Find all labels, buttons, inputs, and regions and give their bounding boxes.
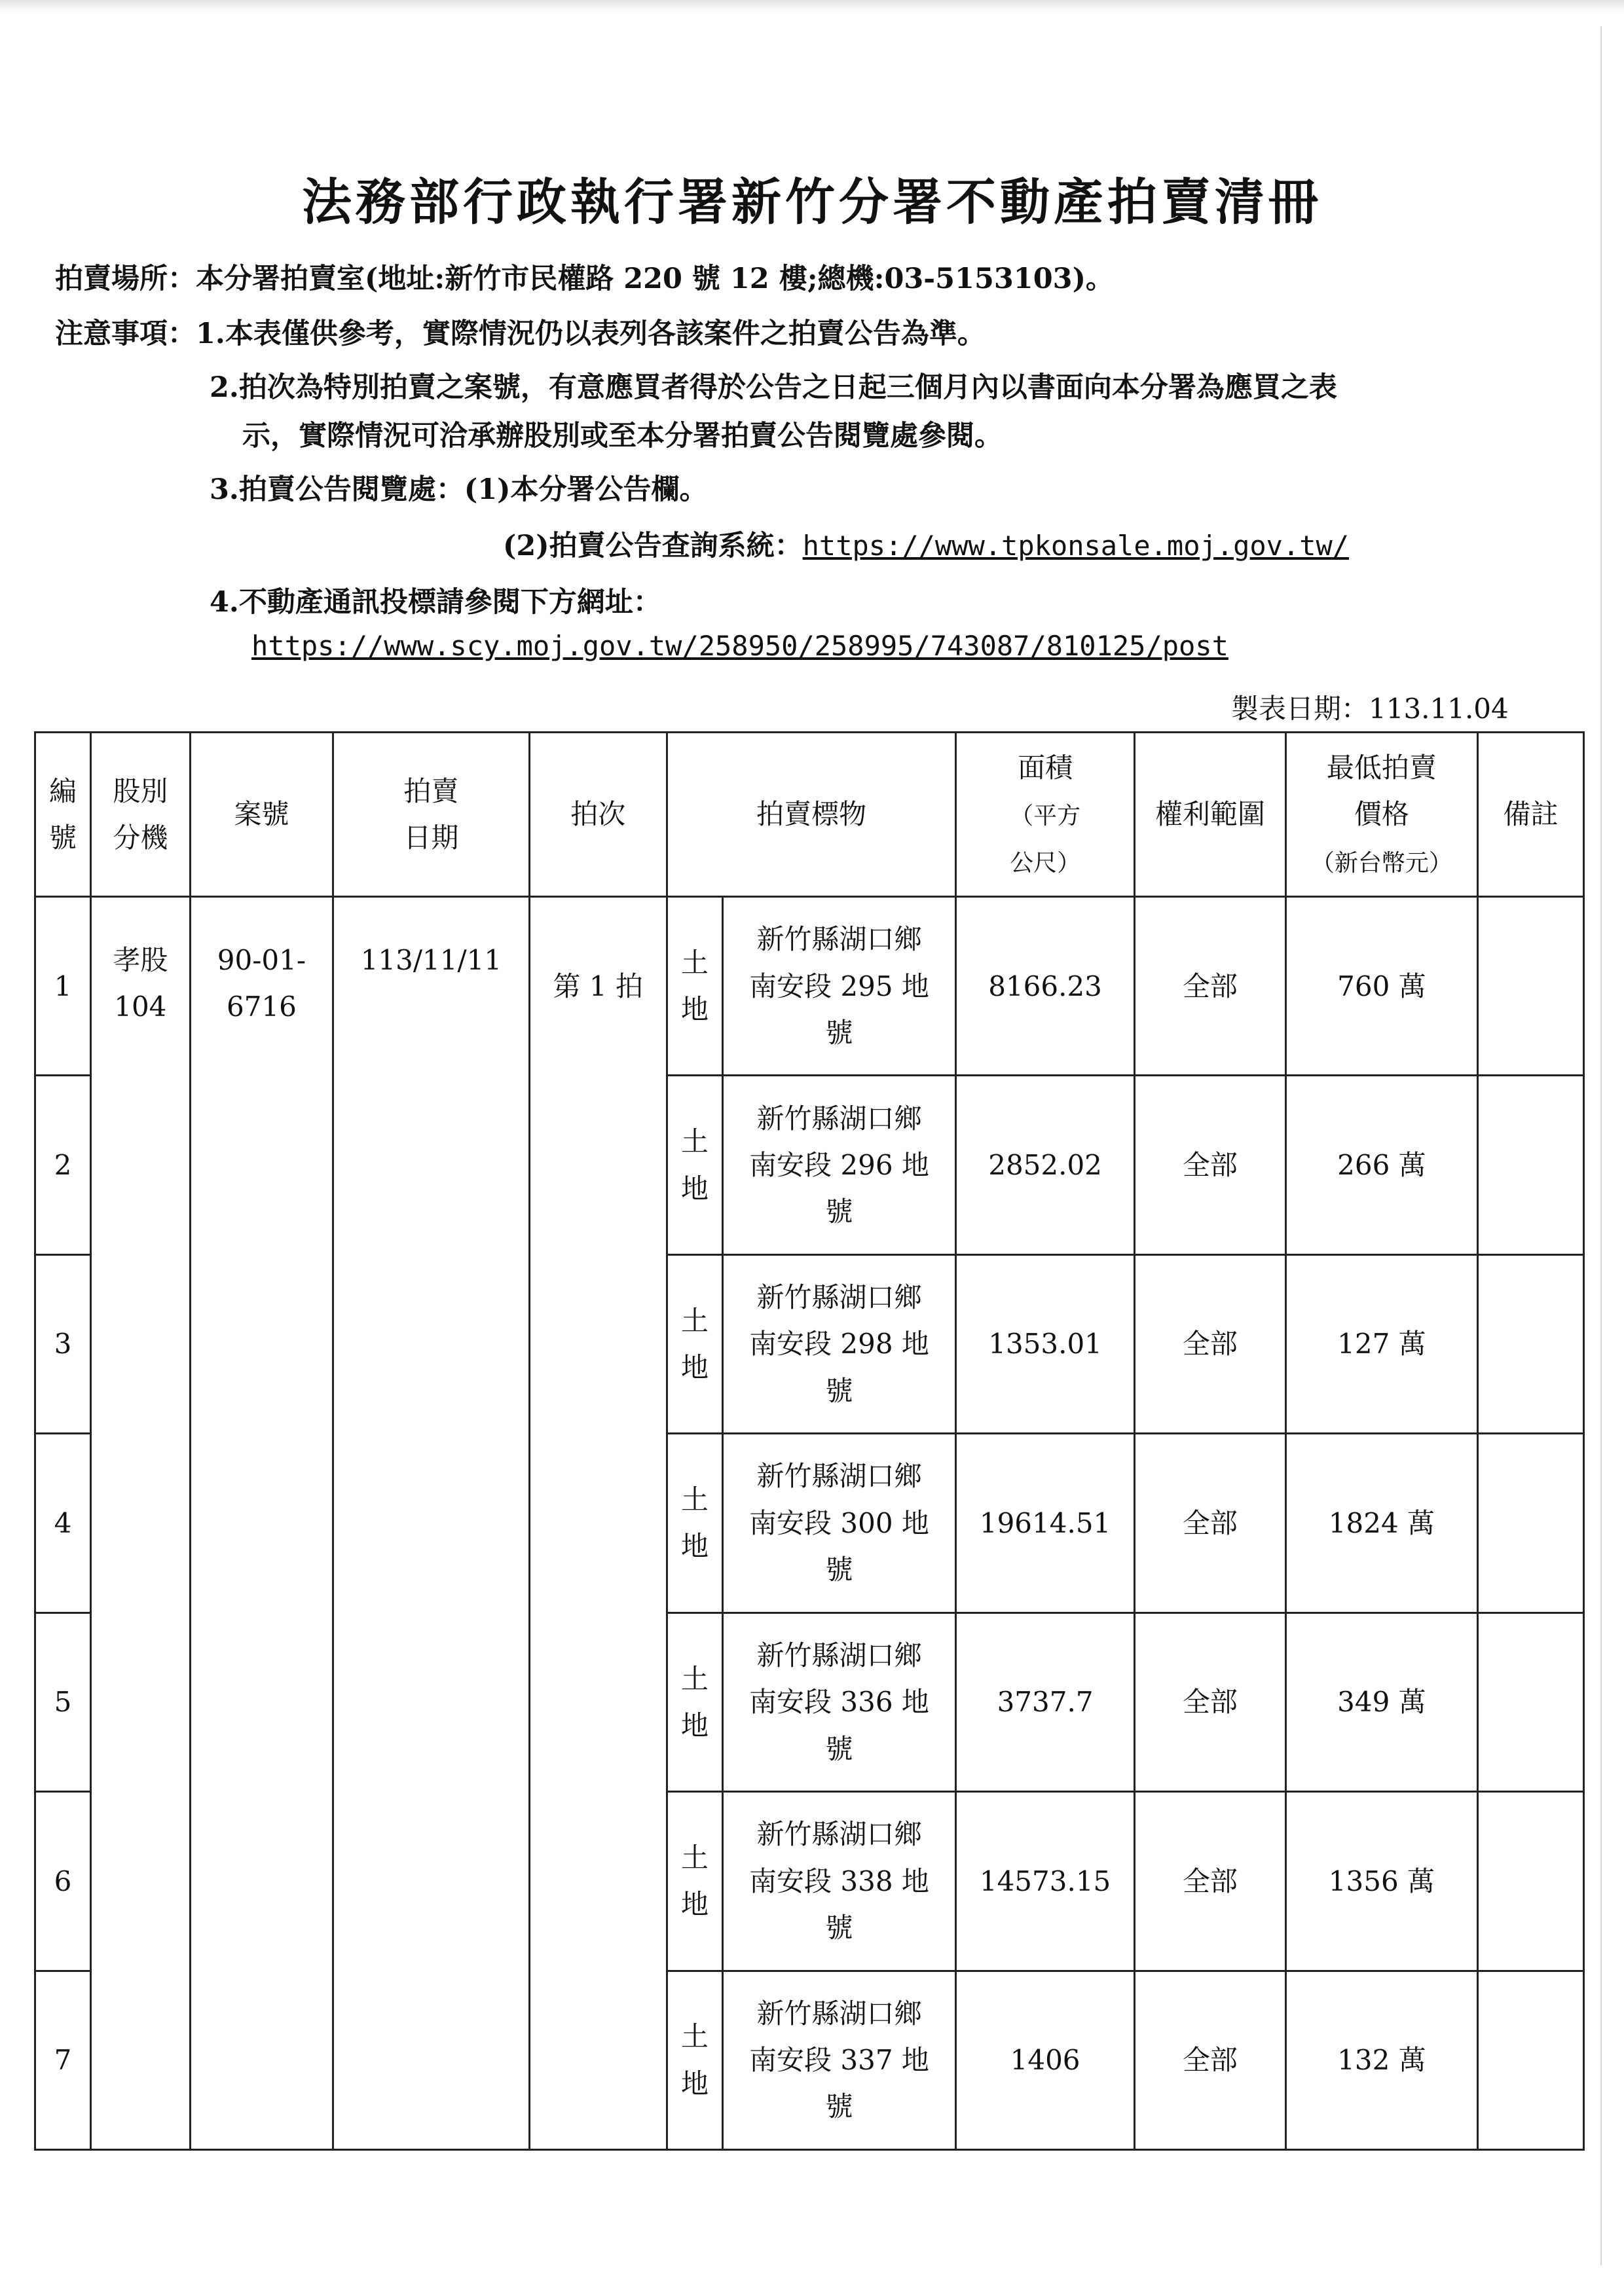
- scan-shadow: [0, 0, 1624, 13]
- cell-area: 1406: [956, 1971, 1135, 2149]
- cell-type: 土 地: [667, 1971, 722, 2149]
- cell-area: 14573.15: [956, 1792, 1135, 1971]
- scan-edge-line: [1600, 26, 1602, 2265]
- prepared-date: 製表日期：113.11.04: [1231, 693, 1509, 725]
- cell-remark: [1478, 897, 1584, 1076]
- cell-no: 5: [35, 1613, 91, 1791]
- header-area: 面積 （平方 公尺）: [956, 733, 1135, 897]
- cell-no: 7: [35, 1971, 91, 2149]
- cell-location: 新竹縣湖口鄉 南安段 300 地 號: [722, 1434, 955, 1613]
- cell-type: 土 地: [667, 1434, 722, 1613]
- auction-table: [34, 731, 1585, 2151]
- note-4-line: 4.不動產通訊投標請參閱下方網址：: [210, 586, 661, 619]
- cell-price: 127 萬: [1285, 1254, 1477, 1433]
- cell-area: 3737.7: [956, 1613, 1135, 1791]
- header-rights: 權利範圍: [1135, 733, 1286, 897]
- cell-no: 6: [35, 1792, 91, 1971]
- cell-price: 1356 萬: [1285, 1792, 1477, 1971]
- cell-rights: 全部: [1135, 1971, 1286, 2149]
- cell-round-shared: 第 1 拍: [529, 897, 667, 2150]
- header-date: 拍賣 日期: [333, 733, 529, 897]
- cell-rights: 全部: [1135, 897, 1286, 1076]
- cell-type: 土 地: [667, 897, 722, 1076]
- note-3-line-2: [503, 524, 1349, 564]
- cell-rights: 全部: [1135, 1254, 1286, 1433]
- cell-remark: [1478, 1254, 1584, 1433]
- cell-price: 132 萬: [1285, 1971, 1477, 2149]
- cell-no: 3: [35, 1254, 91, 1433]
- note-2-line-1: 2.拍次為特別拍賣之案號，有意應買者得於公告之日起三個月內以書面向本分署為應買之表: [210, 371, 1337, 404]
- cell-location: 新竹縣湖口鄉 南安段 296 地 號: [722, 1076, 955, 1254]
- cell-price: 760 萬: [1285, 897, 1477, 1076]
- cell-no: 4: [35, 1434, 91, 1613]
- venue-text: 本分署拍賣室(地址:新竹市民權路 220 號 12 樓;總機:03-5153103)。: [196, 263, 1114, 295]
- tpkonsale-link[interactable]: https://www.tpkonsale.moj.gov.tw/: [802, 530, 1350, 562]
- cell-area: 19614.51: [956, 1434, 1135, 1613]
- scy-post-link[interactable]: https://www.scy.moj.gov.tw/258950/258995/743087/810125/post: [251, 630, 1228, 662]
- cell-remark: [1478, 1971, 1584, 2149]
- cell-location: 新竹縣湖口鄉 南安段 338 地 號: [722, 1792, 955, 1971]
- note-4-url-line: [251, 630, 1228, 663]
- note-3-prefix: (2)拍賣公告查詢系統：: [503, 530, 803, 562]
- header-remark: 備註: [1478, 733, 1584, 897]
- cell-rights: 全部: [1135, 1792, 1286, 1971]
- cell-type: 土 地: [667, 1613, 722, 1791]
- cell-remark: [1478, 1613, 1584, 1791]
- cell-location: 新竹縣湖口鄉 南安段 337 地 號: [722, 1971, 955, 2149]
- header-round: 拍次: [529, 733, 667, 897]
- cell-location: 新竹縣湖口鄉 南安段 336 地 號: [722, 1613, 955, 1791]
- header-no: 編 號: [35, 733, 91, 897]
- document-title: 法務部行政執行署新竹分署不動產拍賣清冊: [302, 173, 1322, 231]
- header-object: 拍賣標物: [667, 733, 955, 897]
- table-header-row: [35, 733, 1584, 897]
- cell-price: 1824 萬: [1285, 1434, 1477, 1613]
- cell-area: 1353.01: [956, 1254, 1135, 1433]
- header-case: 案號: [190, 733, 333, 897]
- cell-case-shared: 90-01- 6716: [190, 897, 333, 2150]
- cell-remark: [1478, 1434, 1584, 1613]
- cell-type: 土 地: [667, 1792, 722, 1971]
- note-1: 1.本表僅供參考，實際情況仍以表列各該案件之拍賣公告為準。: [196, 318, 986, 350]
- cell-remark: [1478, 1076, 1584, 1254]
- note-1-line: [55, 312, 986, 352]
- cell-area: 8166.23: [956, 897, 1135, 1076]
- cell-no: 2: [35, 1076, 91, 1254]
- cell-remark: [1478, 1792, 1584, 1971]
- cell-date-shared: 113/11/11: [333, 897, 529, 2150]
- venue-label: 拍賣場所：: [55, 263, 196, 295]
- venue-line: [55, 257, 1114, 297]
- cell-rights: 全部: [1135, 1434, 1286, 1613]
- note-3-line-1: 3.拍賣公告閱覽處：(1)本分署公告欄。: [210, 473, 708, 506]
- note-2-line-2: 示，實際情況可洽承辦股別或至本分署拍賣公告閱覽處參閱。: [242, 420, 1003, 452]
- cell-no: 1: [35, 897, 91, 1076]
- cell-unit-shared: 孝股 104: [90, 897, 190, 2150]
- cell-type: 土 地: [667, 1254, 722, 1433]
- cell-type: 土 地: [667, 1076, 722, 1254]
- notes-label: 注意事項：: [55, 318, 196, 350]
- header-price: 最低拍賣 價格 （新台幣元）: [1285, 733, 1477, 897]
- header-unit: 股別 分機: [90, 733, 190, 897]
- cell-location: 新竹縣湖口鄉 南安段 295 地 號: [722, 897, 955, 1076]
- cell-price: 266 萬: [1285, 1076, 1477, 1254]
- cell-rights: 全部: [1135, 1076, 1286, 1254]
- table-row: [35, 897, 1584, 1076]
- cell-price: 349 萬: [1285, 1613, 1477, 1791]
- cell-area: 2852.02: [956, 1076, 1135, 1254]
- cell-location: 新竹縣湖口鄉 南安段 298 地 號: [722, 1254, 955, 1433]
- cell-rights: 全部: [1135, 1613, 1286, 1791]
